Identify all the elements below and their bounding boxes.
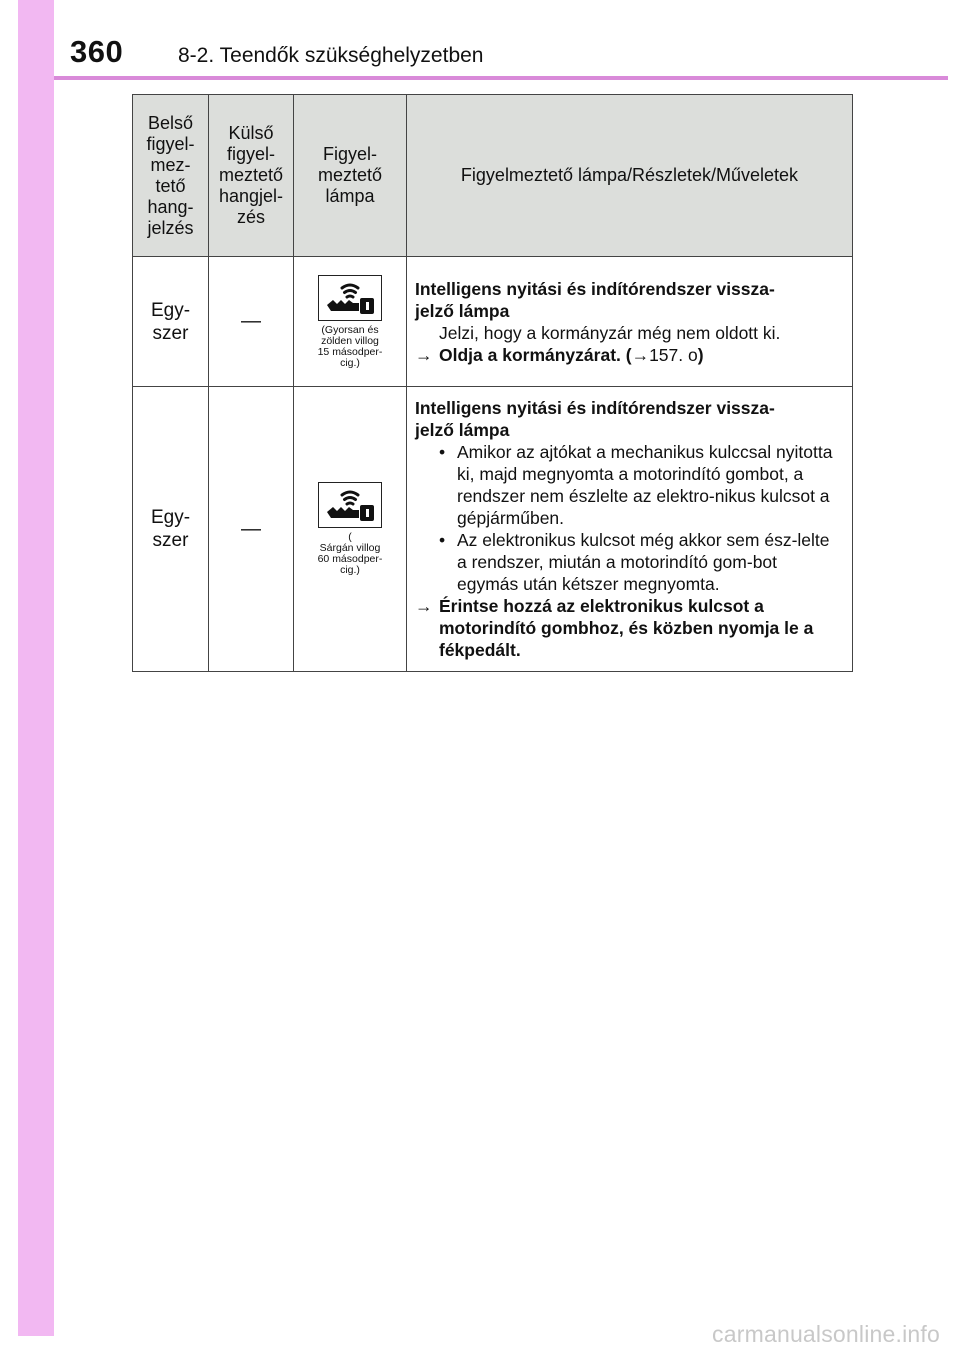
- detail-bullets: [415, 441, 842, 595]
- external-buzzer-cell: —: [209, 387, 294, 672]
- table-row: [133, 387, 853, 672]
- details-cell: [407, 257, 853, 387]
- external-buzzer-cell: —: [209, 257, 294, 387]
- lamp-note: ( Sárgán villog 60 másodper- cig.): [317, 531, 383, 576]
- action-instruction: → Oldja a kormányzárat. (→157. o): [415, 344, 704, 365]
- indicator-title: Intelligens nyitási és indítórendszer vissza- jelző lámpa: [415, 278, 775, 321]
- list-item: • Az elektronikus kulcsot még akkor sem ész-lelte a rendszer, miután a motorindító gom-bot egymás után kétszer megnyomta.: [439, 529, 842, 595]
- arrow-icon: →: [415, 344, 433, 365]
- warning-lamp-cell: [294, 257, 407, 387]
- indicator-title: Intelligens nyitási és indítórendszer vissza- jelző lámpa: [415, 398, 775, 440]
- internal-buzzer-cell: Egy- szer: [133, 257, 209, 387]
- indicator-description: Jelzi, hogy a kormányzár még nem oldott ki.: [439, 322, 781, 343]
- warning-table: [132, 94, 853, 672]
- col-external-buzzer: Külső figyel- meztető hangjel- zés: [209, 95, 294, 257]
- warning-lamp-cell: [294, 387, 407, 672]
- internal-buzzer-cell: Egy- szer: [133, 387, 209, 672]
- section-title: 8-2. Teendők szükséghelyzetben: [178, 44, 484, 67]
- page-number: 360: [70, 34, 124, 69]
- page-side-band: [18, 0, 54, 1336]
- list-item: • Amikor az ajtókat a mechanikus kulccsal nyitotta ki, majd megnyomta a motorindító gombot, a rendszer nem észlelte az elektro-nikus kulcsot a gépjárműben.: [439, 441, 842, 529]
- col-warning-light: Figyel- meztető lámpa: [294, 95, 407, 257]
- lamp-note: (Gyorsan és zölden villog 15 másodper- cig.): [317, 323, 383, 369]
- smart-key-indicator-icon: [318, 275, 382, 321]
- header-divider: [54, 76, 948, 80]
- arrow-icon: →: [415, 596, 433, 616]
- page-reference: →157. o: [631, 344, 698, 365]
- watermark: carmanualsonline.info: [712, 1321, 940, 1347]
- col-details: Figyelmeztető lámpa/Részletek/Műveletek: [407, 95, 853, 257]
- smart-key-indicator-icon: [318, 482, 382, 528]
- action-instruction: → Érintse hozzá az elektronikus kulcsot a motorindító gombhoz, és közben nyomja le a fékpedált.: [415, 596, 814, 660]
- table-row: [133, 257, 853, 387]
- details-cell: [407, 387, 853, 672]
- col-internal-buzzer: Belső figyel- mez- tető hang- jelzés: [133, 95, 209, 257]
- table-header-row: [133, 95, 853, 257]
